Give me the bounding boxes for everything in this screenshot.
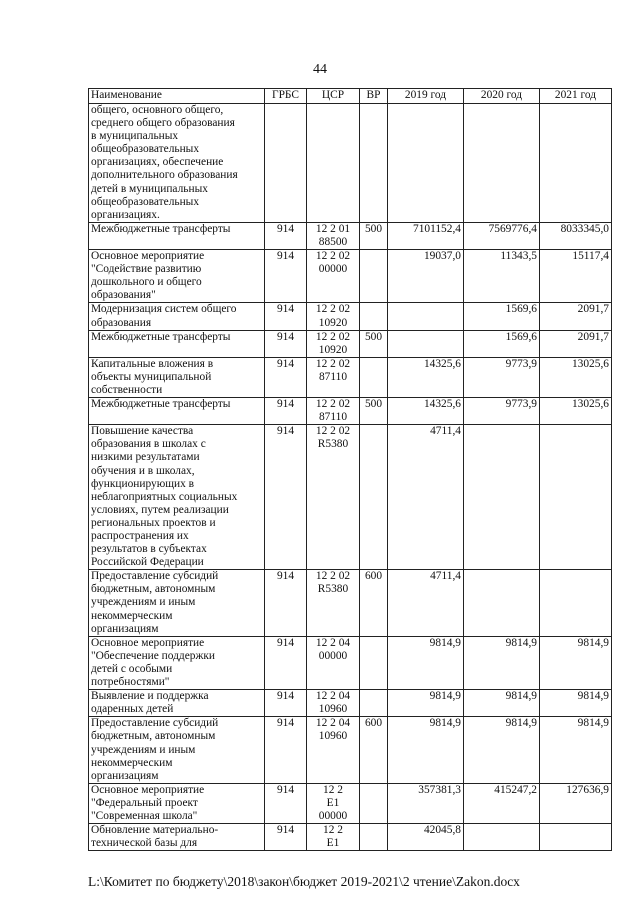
table-row	[89, 330, 612, 357]
cell-2021: 9814,9	[540, 690, 612, 717]
cell-vr	[360, 303, 388, 330]
cell-2019	[388, 303, 464, 330]
cell-vr	[360, 824, 388, 851]
cell-grbs: 914	[265, 357, 307, 397]
column-header-2020: 2020 год	[464, 89, 540, 104]
cell-2020	[464, 104, 540, 223]
cell-vr: 600	[360, 570, 388, 636]
cell-2021: 2091,7	[540, 303, 612, 330]
cell-2019: 4711,4	[388, 570, 464, 636]
cell-2020: 11343,5	[464, 250, 540, 303]
table-row	[89, 250, 612, 303]
cell-2019: 9814,9	[388, 636, 464, 689]
cell-grbs: 914	[265, 717, 307, 783]
cell-csr: 12 2 02 87110	[307, 357, 360, 397]
page-number: 44	[313, 62, 327, 77]
cell-name: Межбюджетные трансферты	[89, 330, 265, 357]
cell-grbs: 914	[265, 250, 307, 303]
cell-grbs: 914	[265, 570, 307, 636]
cell-2019: 4711,4	[388, 425, 464, 570]
cell-2020: 415247,2	[464, 783, 540, 823]
table-row	[89, 636, 612, 689]
cell-grbs: 914	[265, 303, 307, 330]
cell-2020: 9773,9	[464, 398, 540, 425]
cell-2020: 1569,6	[464, 303, 540, 330]
cell-2021	[540, 104, 612, 223]
table-row	[89, 570, 612, 636]
cell-name: Капитальные вложения в объекты муниципальной собственности	[89, 357, 265, 397]
cell-2021: 13025,6	[540, 398, 612, 425]
cell-2019: 14325,6	[388, 398, 464, 425]
cell-2021: 9814,9	[540, 717, 612, 783]
cell-2021	[540, 425, 612, 570]
cell-2021	[540, 824, 612, 851]
cell-name: Основное мероприятие "Федеральный проект "Современная школа"	[89, 783, 265, 823]
cell-grbs	[265, 104, 307, 223]
cell-2021: 2091,7	[540, 330, 612, 357]
cell-grbs: 914	[265, 398, 307, 425]
cell-grbs: 914	[265, 330, 307, 357]
cell-csr: 12 2 02 00000	[307, 250, 360, 303]
cell-csr	[307, 104, 360, 223]
column-header-vr: ВР	[360, 89, 388, 104]
cell-csr: 12 2 E1 00000	[307, 783, 360, 823]
cell-vr	[360, 690, 388, 717]
cell-2020: 9814,9	[464, 717, 540, 783]
cell-grbs: 914	[265, 636, 307, 689]
cell-vr	[360, 104, 388, 223]
cell-2020: 9773,9	[464, 357, 540, 397]
cell-csr: 12 2 02 10920	[307, 330, 360, 357]
cell-2019: 42045,8	[388, 824, 464, 851]
column-header-grbs: ГРБС	[265, 89, 307, 104]
cell-vr	[360, 357, 388, 397]
table-row	[89, 824, 612, 851]
cell-csr: 12 2 02 R5380	[307, 570, 360, 636]
table-row	[89, 303, 612, 330]
cell-vr	[360, 250, 388, 303]
cell-2019: 357381,3	[388, 783, 464, 823]
cell-grbs: 914	[265, 222, 307, 249]
cell-name: Основное мероприятие "Обеспечение поддержки детей с особыми потребностями"	[89, 636, 265, 689]
cell-name: Обновление материально- технической базы для	[89, 824, 265, 851]
cell-2020: 9814,9	[464, 690, 540, 717]
cell-vr: 500	[360, 398, 388, 425]
cell-vr	[360, 783, 388, 823]
cell-2020	[464, 824, 540, 851]
cell-name: Межбюджетные трансферты	[89, 398, 265, 425]
table-row	[89, 717, 612, 783]
cell-2021: 13025,6	[540, 357, 612, 397]
budget-table	[88, 88, 612, 851]
cell-csr: 12 2 02 87110	[307, 398, 360, 425]
table-row	[89, 222, 612, 249]
cell-name: Межбюджетные трансферты	[89, 222, 265, 249]
cell-vr: 600	[360, 717, 388, 783]
cell-name: общего, основного общего, среднего общего образования в муниципальных общеобразовательных организациях, обеспечение дополнительного образования детей в муниципальных общеобразовательных организациях.	[89, 104, 265, 223]
cell-2019: 7101152,4	[388, 222, 464, 249]
cell-2019	[388, 330, 464, 357]
cell-vr: 500	[360, 222, 388, 249]
cell-grbs: 914	[265, 824, 307, 851]
cell-vr: 500	[360, 330, 388, 357]
cell-2021: 15117,4	[540, 250, 612, 303]
cell-2021	[540, 570, 612, 636]
cell-grbs: 914	[265, 783, 307, 823]
column-header-name: Наименование	[89, 89, 265, 104]
cell-2020: 7569776,4	[464, 222, 540, 249]
cell-2020	[464, 425, 540, 570]
table-row	[89, 357, 612, 397]
cell-vr	[360, 425, 388, 570]
cell-2021: 9814,9	[540, 636, 612, 689]
cell-2019: 9814,9	[388, 717, 464, 783]
cell-name: Модернизация систем общего образования	[89, 303, 265, 330]
cell-csr: 12 2 02 R5380	[307, 425, 360, 570]
file-path-footer: L:\Комитет по бюджету\2018\закон\бюджет 2019-2021\2 чтение\Zakon.docx	[88, 874, 520, 889]
cell-name: Предоставление субсидий бюджетным, автономным учреждениям и иным некоммерческим организациям	[89, 717, 265, 783]
cell-2020: 1569,6	[464, 330, 540, 357]
cell-vr	[360, 636, 388, 689]
cell-csr: 12 2 01 88500	[307, 222, 360, 249]
cell-name: Выявление и поддержка одаренных детей	[89, 690, 265, 717]
cell-csr: 12 2 02 10920	[307, 303, 360, 330]
column-header-csr: ЦСР	[307, 89, 360, 104]
cell-csr: 12 2 E1	[307, 824, 360, 851]
table-row	[89, 398, 612, 425]
cell-2021: 8033345,0	[540, 222, 612, 249]
column-header-2019: 2019 год	[388, 89, 464, 104]
cell-2020: 9814,9	[464, 636, 540, 689]
cell-2020	[464, 570, 540, 636]
cell-name: Предоставление субсидий бюджетным, автономным учреждениям и иным некоммерческим организациям	[89, 570, 265, 636]
table-row	[89, 425, 612, 570]
cell-csr: 12 2 04 10960	[307, 690, 360, 717]
cell-2019: 19037,0	[388, 250, 464, 303]
column-header-2021: 2021 год	[540, 89, 612, 104]
table-row	[89, 783, 612, 823]
cell-grbs: 914	[265, 690, 307, 717]
cell-2021: 127636,9	[540, 783, 612, 823]
header-row	[89, 89, 612, 104]
cell-2019	[388, 104, 464, 223]
cell-2019: 14325,6	[388, 357, 464, 397]
table-row	[89, 690, 612, 717]
cell-csr: 12 2 04 00000	[307, 636, 360, 689]
cell-csr: 12 2 04 10960	[307, 717, 360, 783]
cell-2019: 9814,9	[388, 690, 464, 717]
cell-grbs: 914	[265, 425, 307, 570]
table-body	[89, 104, 612, 851]
cell-name: Повышение качества образования в школах с низкими результатами обучения и в школах, функционирующих в неблагоприятных социальных условиях, путем реализации региональных проектов и распространения их результатов в субъектах Российской Федерации	[89, 425, 265, 570]
table-row	[89, 104, 612, 223]
cell-name: Основное мероприятие "Содействие развитию дошкольного и общего образования"	[89, 250, 265, 303]
